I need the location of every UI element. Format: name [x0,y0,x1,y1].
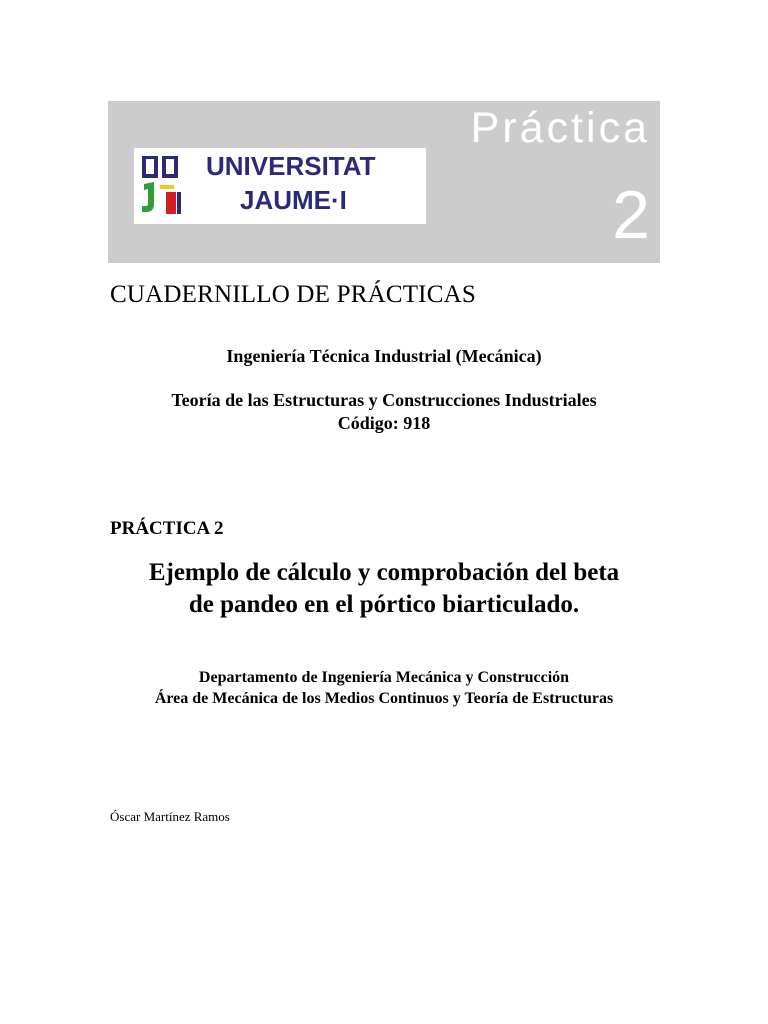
subject-name: Teoría de las Estructuras y Construcciones Industriales [171,390,597,410]
university-logo [134,148,426,224]
practice-label: PRÁCTICA 2 [110,518,224,539]
practice-title [0,557,768,621]
header-practice-number: 2 [612,177,650,253]
notebook-title: CUADERNILLO DE PRÁCTICAS [110,281,476,308]
area-name: Área de Mecánica de los Medios Continuos y Teoría de Estructuras [154,690,614,707]
header-band [108,101,660,263]
author-name: Óscar Martínez Ramos [110,809,230,824]
university-logo-text [206,153,375,213]
university-logo-mark [140,156,200,216]
practice-title-line-1: Ejemplo de cálculo y comprobación del beta [148,559,620,586]
subject-code: Código: 918 [337,413,431,433]
logo-line-universitat: UNIVERSITAT [206,151,376,181]
header-practice-word: Práctica [470,104,650,152]
department-name: Departamento de Ingeniería Mecánica y Construcción [198,669,570,686]
logo-line-jaume: JAUME·I [240,185,347,215]
degree-name: Ingeniería Técnica Industrial (Mecánica) [226,346,542,366]
practice-title-line-2: de pandeo en el pórtico biarticulado. [188,591,580,618]
